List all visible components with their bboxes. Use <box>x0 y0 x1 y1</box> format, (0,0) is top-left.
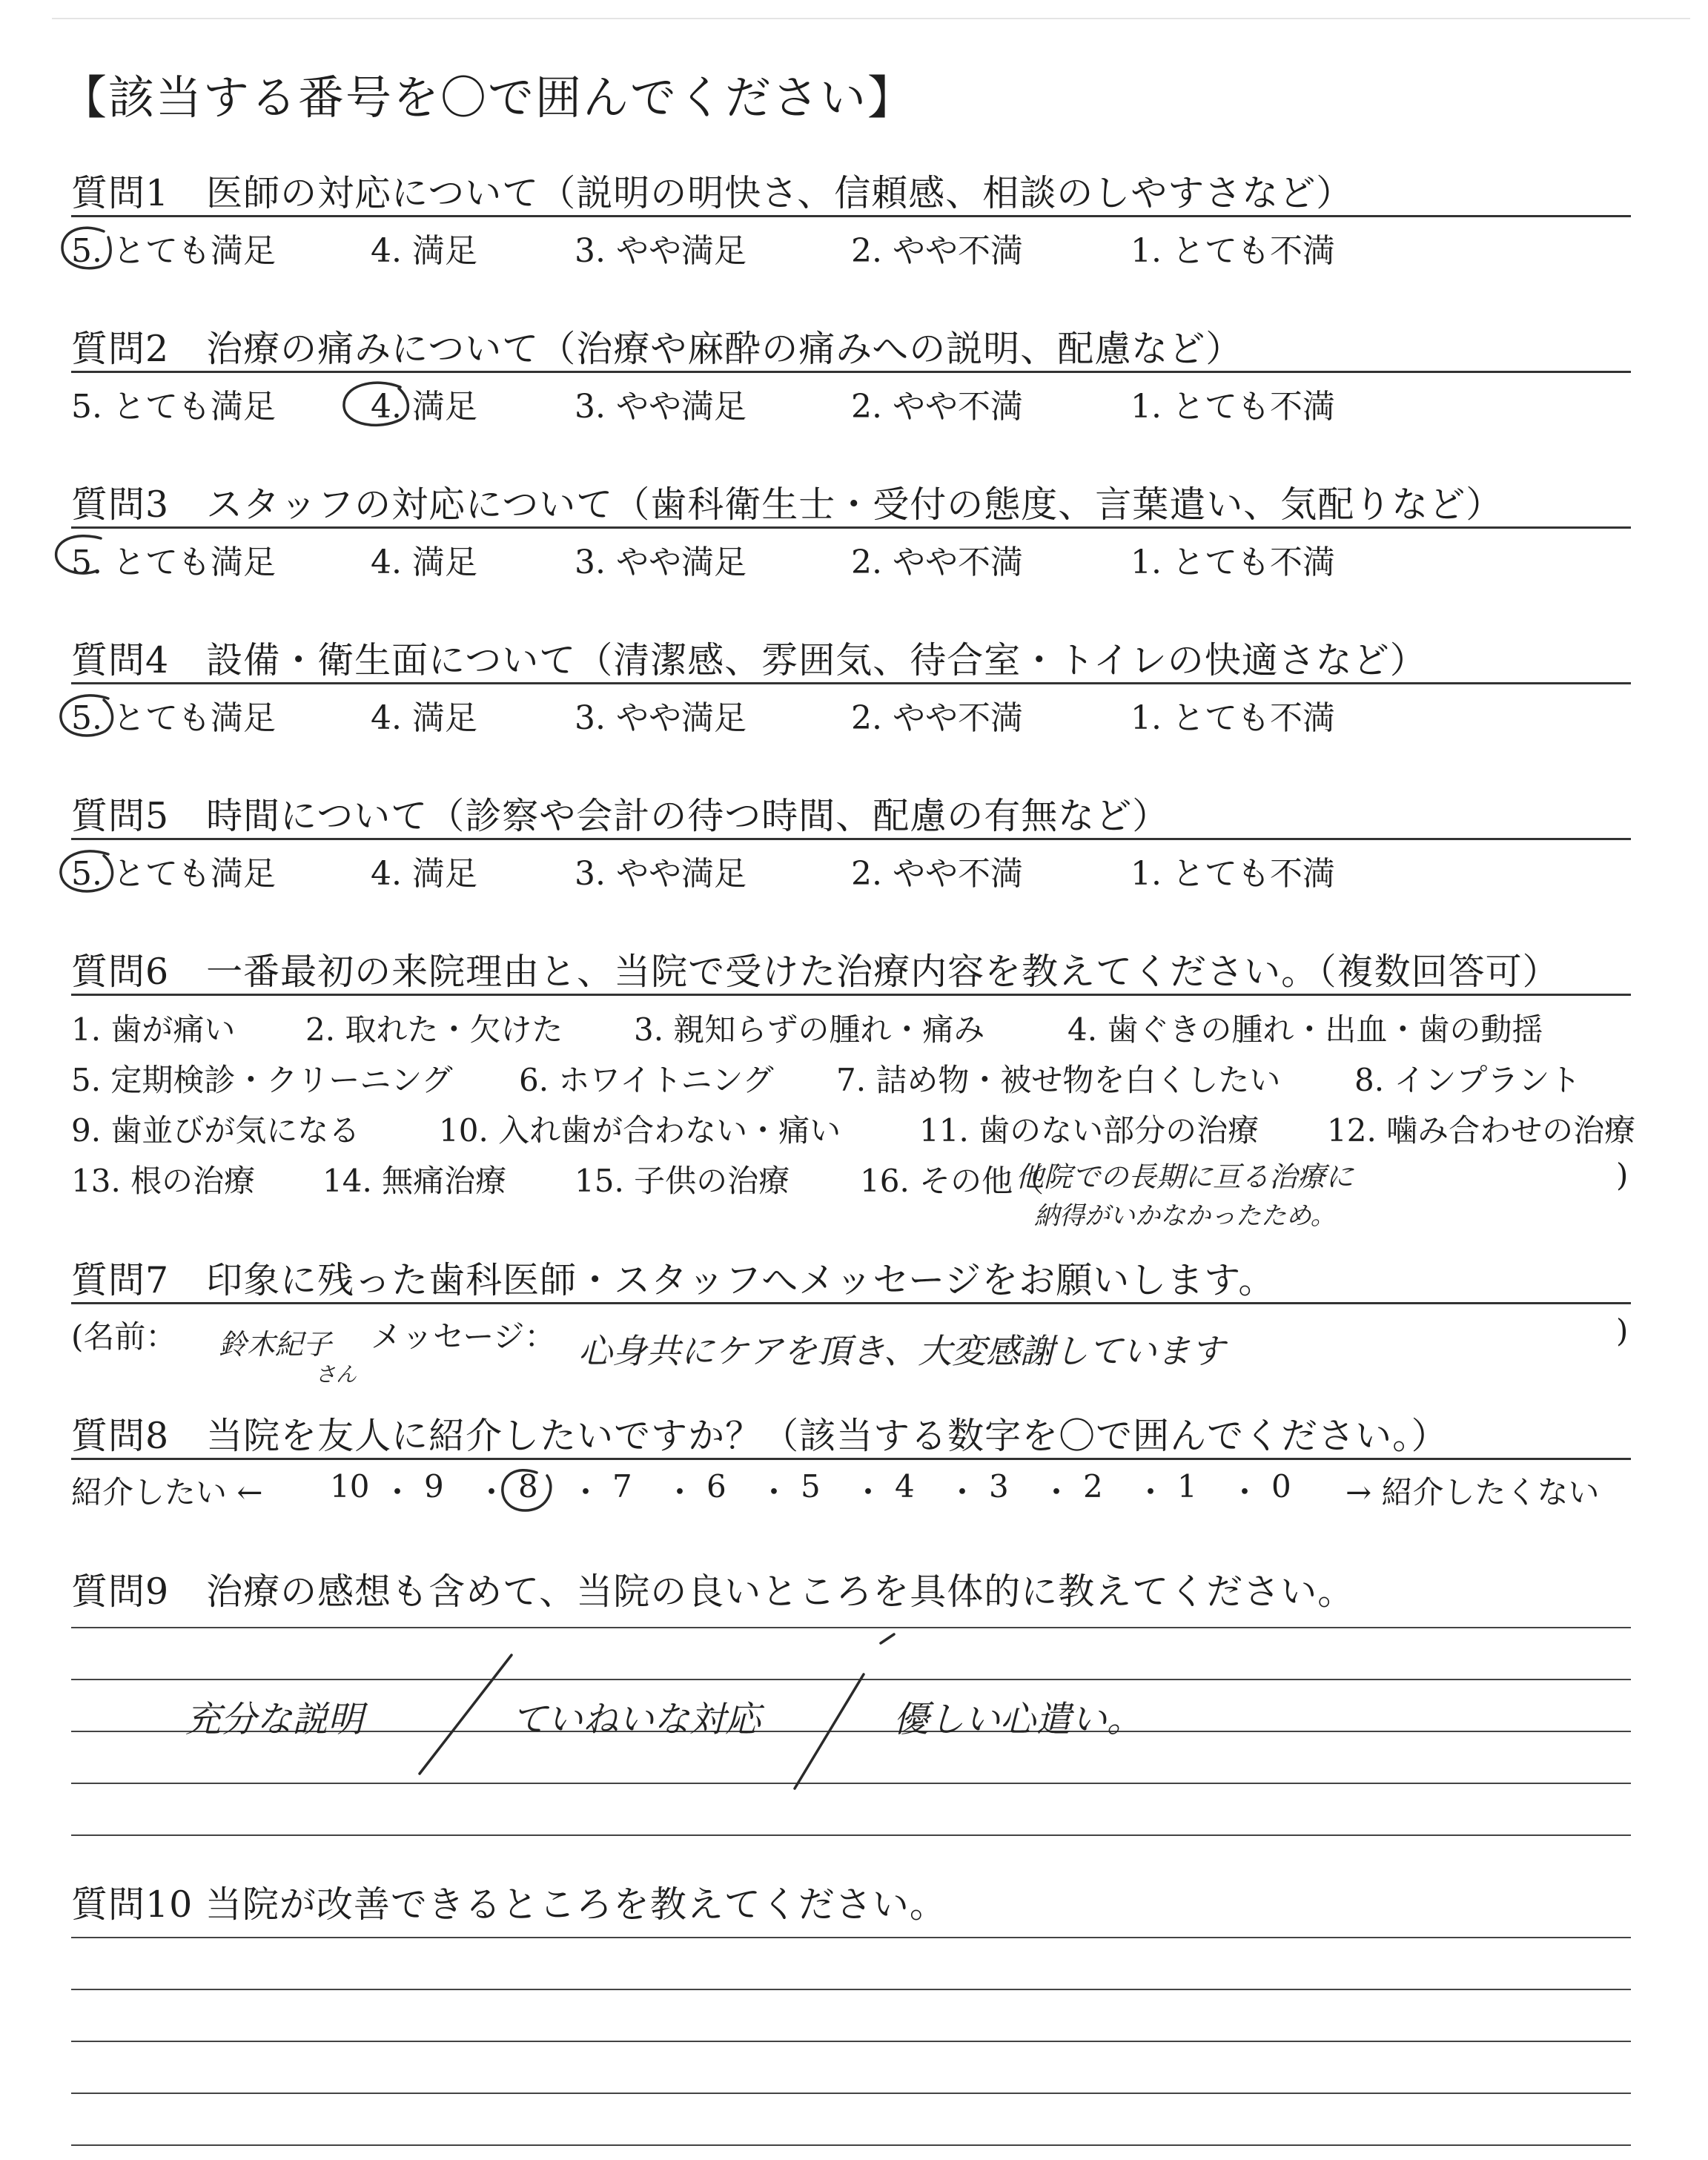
q2-option-5[interactable]: 5. とても満足 <box>71 388 276 426</box>
q6-option-10[interactable]: 10. 入れ歯が合わない・痛い <box>439 1112 841 1149</box>
q4-option-2[interactable]: 2. やや不満 <box>851 699 1023 737</box>
q2-option-3[interactable]: 3. やや満足 <box>575 388 747 426</box>
q6-option-11[interactable]: 11. 歯のない部分の治療 <box>919 1112 1260 1149</box>
q8-separator-dot: ・ <box>947 1474 979 1510</box>
q9-heading: 質問9 治療の感想も含めて、当院の良いところを具体的に教えてください。 <box>71 1571 1355 1613</box>
q7-message-handwriting: 心身共にケアを頂き、大変感謝しています <box>578 1331 1225 1371</box>
q7-name-handwriting: 鈴木紀子 <box>219 1328 332 1361</box>
q9-answer-2: ていねいな対応 <box>512 1699 761 1740</box>
q8-separator-dot: ・ <box>664 1474 696 1510</box>
q8-separator-dot: ・ <box>1041 1474 1073 1510</box>
q2-option-1[interactable]: 1. とても不満 <box>1131 388 1335 426</box>
q8-separator-dot: ・ <box>1135 1474 1167 1510</box>
q4-option-1[interactable]: 1. とても不満 <box>1131 699 1335 737</box>
q7-message-label: メッセージ： <box>371 1318 556 1355</box>
q6-heading: 質問6 一番最初の来院理由と、当院で受けた治療内容を教えてください。（複数回答可） <box>71 951 1560 993</box>
q1-selection-circle <box>62 228 110 268</box>
q6-option-4[interactable]: 4. 歯ぐきの腫れ・出血・歯の動揺 <box>1068 1011 1543 1048</box>
q8-number-8[interactable]: 8 <box>518 1468 538 1505</box>
q6-other-handwriting-2: 納得がいかなかったため。 <box>1034 1201 1336 1231</box>
q6-option-5[interactable]: 5. 定期検診・クリーニング <box>71 1062 453 1098</box>
q6-option-6[interactable]: 6. ホワイトニング <box>519 1062 774 1098</box>
q8-separator-dot: ・ <box>853 1474 884 1510</box>
q6-option-12[interactable]: 12. 噛み合わせの治療 <box>1327 1112 1636 1149</box>
q3-option-5[interactable]: 5. とても満足 <box>71 544 276 581</box>
q9-slash-1 <box>420 1655 512 1774</box>
q6-option-15[interactable]: 15. 子供の治療 <box>575 1163 790 1199</box>
q5-option-3[interactable]: 3. やや満足 <box>575 855 747 893</box>
q1-heading: 質問1 医師の対応について（説明の明快さ、信頼感、相談のしやすさなど） <box>71 172 1354 214</box>
q8-number-5[interactable]: 5 <box>801 1468 821 1505</box>
q6-option-16[interactable]: 16. その他（ <box>860 1163 1045 1199</box>
q3-option-4[interactable]: 4. 満足 <box>371 544 477 581</box>
q8-number-6[interactable]: 6 <box>706 1468 726 1505</box>
q8-heading: 質問8 当院を友人に紹介したいですか？（該当する数字を〇で囲んでください。） <box>71 1415 1449 1457</box>
q2-option-4[interactable]: 4. 満足 <box>371 388 477 426</box>
q5-option-5[interactable]: 5. とても満足 <box>71 855 276 893</box>
q6-option-14[interactable]: 14. 無痛治療 <box>322 1163 507 1199</box>
q1-option-2[interactable]: 2. やや不満 <box>851 232 1023 270</box>
q5-option-4[interactable]: 4. 満足 <box>371 855 477 893</box>
q6-option-13[interactable]: 13. 根の治療 <box>71 1163 256 1199</box>
q5-selection-circle <box>61 851 113 891</box>
q4-heading: 質問4 設備・衛生面について（清潔感、雰囲気、待合室・トイレの快適さなど） <box>71 639 1427 681</box>
q4-option-4[interactable]: 4. 満足 <box>371 699 477 737</box>
q8-separator-dot: ・ <box>382 1474 414 1510</box>
q2-selection-circle <box>344 383 408 425</box>
q3-option-1[interactable]: 1. とても不満 <box>1131 544 1335 581</box>
q10-heading: 質問10 当院が改善できるところを教えてください。 <box>71 1883 947 1926</box>
q9-slash-2 <box>795 1674 864 1789</box>
q2-heading: 質問2 治療の痛みについて（治療や麻酔の痛みへの説明、配慮など） <box>71 328 1243 370</box>
q6-option-3[interactable]: 3. 親知らずの腫れ・痛み <box>634 1011 985 1048</box>
q6-option-7[interactable]: 7. 詰め物・被せ物を白くしたい <box>836 1062 1281 1098</box>
q8-separator-dot: ・ <box>476 1474 508 1510</box>
q6-option-9[interactable]: 9. 歯並びが気になる <box>71 1112 360 1149</box>
q2-option-2[interactable]: 2. やや不満 <box>851 388 1023 426</box>
q3-option-3[interactable]: 3. やや満足 <box>575 544 747 581</box>
q8-number-10[interactable]: 10 <box>330 1468 370 1505</box>
q1-option-1[interactable]: 1. とても不満 <box>1131 232 1335 270</box>
q7-name-label: (名前： <box>71 1318 177 1355</box>
q8-right-label: → 紹介したくない <box>1345 1474 1600 1510</box>
q8-number-1[interactable]: 1 <box>1177 1468 1197 1505</box>
q6-other-handwriting-1: 他院での長期に亘る治療に <box>1016 1160 1354 1193</box>
q5-option-1[interactable]: 1. とても不満 <box>1131 855 1335 893</box>
q6-close-paren: ) <box>1616 1157 1629 1193</box>
q9-tick <box>881 1634 894 1643</box>
q3-heading: 質問3 スタッフの対応について（歯科衛生士・受付の態度、言葉遣い、気配りなど） <box>71 483 1503 526</box>
q4-option-3[interactable]: 3. やや満足 <box>575 699 747 737</box>
q8-selection-circle <box>503 1470 551 1510</box>
q8-number-7[interactable]: 7 <box>612 1468 632 1505</box>
q6-option-8[interactable]: 8. インプラント <box>1354 1062 1581 1098</box>
q4-selection-circle <box>61 696 113 736</box>
q3-option-2[interactable]: 2. やや不満 <box>851 544 1023 581</box>
q8-number-2[interactable]: 2 <box>1083 1468 1103 1505</box>
q3-selection-circle <box>56 536 101 573</box>
q8-separator-dot: ・ <box>1229 1474 1261 1510</box>
q7-close-paren: ) <box>1616 1312 1629 1349</box>
q6-option-2[interactable]: 2. 取れた・欠けた <box>305 1011 563 1048</box>
q7-name-suffix-handwriting: さん <box>315 1362 357 1387</box>
q8-number-3[interactable]: 3 <box>989 1468 1009 1505</box>
q8-left-label: 紹介したい ← <box>71 1474 263 1510</box>
q8-separator-dot: ・ <box>570 1474 602 1510</box>
q6-option-1[interactable]: 1. 歯が痛い <box>71 1011 236 1048</box>
q8-number-9[interactable]: 9 <box>424 1468 444 1505</box>
q8-number-4[interactable]: 4 <box>895 1468 915 1505</box>
q5-option-2[interactable]: 2. やや不満 <box>851 855 1023 893</box>
q5-heading: 質問5 時間について（診察や会計の待つ時間、配慮の有無など） <box>71 795 1170 837</box>
q1-option-4[interactable]: 4. 満足 <box>371 232 477 270</box>
q1-option-3[interactable]: 3. やや満足 <box>575 232 747 270</box>
q9-answer-3: 優しい心遣い。 <box>893 1699 1143 1740</box>
q8-number-0[interactable]: 0 <box>1271 1468 1291 1505</box>
q1-option-5[interactable]: 5. とても満足 <box>71 232 276 270</box>
q4-option-5[interactable]: 5. とても満足 <box>71 699 276 737</box>
q8-separator-dot: ・ <box>758 1474 790 1510</box>
q7-heading: 質問7 印象に残った歯科医師・スタッフへメッセージをお願いします。 <box>71 1259 1276 1301</box>
q9-answer-1: 充分な説明 <box>185 1699 364 1740</box>
page-title: 【該当する番号を〇で囲んでください】 <box>61 70 916 125</box>
